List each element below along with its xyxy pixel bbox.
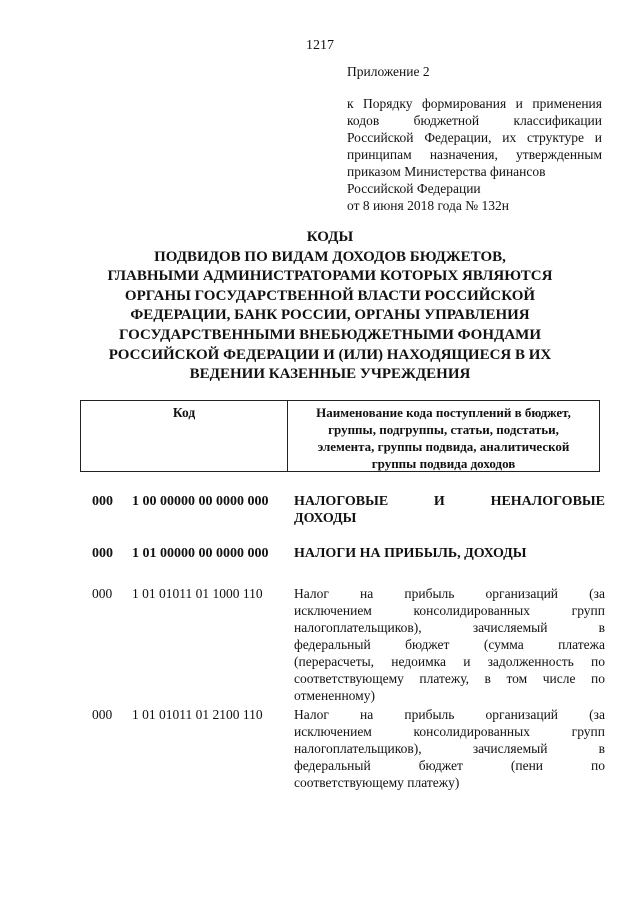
description-line: ДОХОДЫ — [294, 511, 357, 526]
document-heading — [80, 228, 580, 385]
table-header — [80, 400, 600, 472]
appendix-line: Российской Федерации, их структуре и — [347, 130, 602, 145]
appendix-title: Приложение 2 — [347, 64, 430, 79]
appendix-reference — [347, 96, 602, 215]
code-column-header: Код — [81, 401, 288, 471]
description-line: исключением консолидированных групп — [294, 724, 605, 739]
appendix-line: приказом Министерства финансов — [347, 164, 546, 179]
description-line: налогоплательщиков), зачисляемый в — [294, 620, 605, 635]
heading-line: КОДЫ — [306, 229, 354, 245]
admin-code: 000 — [92, 707, 113, 722]
appendix-line: Российской Федерации — [347, 181, 481, 196]
heading-line: ГЛАВНЫМИ АДМИНИСТРАТОРАМИ КОТОРЫХ ЯВЛЯЮТСЯ — [107, 268, 553, 285]
admin-code: 000 — [92, 494, 113, 509]
name-header-line: группы подвида доходов — [371, 456, 516, 471]
name-column-header — [288, 401, 599, 471]
appendix-line: принципам назначения, утвержденным — [347, 147, 602, 162]
code-description — [294, 545, 605, 562]
name-header-line: группы, подгруппы, статьи, подстатьи, — [328, 422, 559, 437]
admin-code: 000 — [92, 546, 113, 561]
heading-line: ГОСУДАРСТВЕННЫМИ ВНЕБЮДЖЕТНЫМИ ФОНДАМИ — [119, 326, 541, 343]
description-line: НАЛОГОВЫЕ И НЕНАЛОГОВЫЕ — [294, 494, 605, 509]
appendix-line: к Порядку формирования и применения — [347, 96, 602, 111]
description-line: федеральный бюджет (пени по — [294, 758, 605, 773]
description-line: федеральный бюджет (сумма платежа — [294, 637, 605, 652]
description-line: налогоплательщиков), зачисляемый в — [294, 741, 605, 756]
description-line: (перерасчеты, недоимка и задолженность по — [294, 654, 605, 669]
name-header-line: элемента, группы подвида, аналитической — [317, 439, 570, 454]
appendix-line: кодов бюджетной классификации — [347, 113, 602, 128]
appendix-line: от 8 июня 2018 года № 132н — [347, 198, 509, 213]
budget-code: 1 01 01011 01 2100 110 — [132, 707, 263, 722]
heading-line: ОРГАНЫ ГОСУДАРСТВЕННОЙ ВЛАСТИ РОССИЙСКОЙ — [124, 287, 536, 304]
description-line: НАЛОГИ НА ПРИБЫЛЬ, ДОХОДЫ — [294, 546, 527, 561]
heading-line: ФЕДЕРАЦИИ, БАНК РОССИИ, ОРГАНЫ УПРАВЛЕНИЯ — [130, 307, 530, 324]
name-header-line: Наименование кода поступлений в бюджет, — [316, 405, 571, 420]
description-line: соответствующему платежу, в том числе по — [294, 671, 605, 686]
description-line: Налог на прибыль организаций (за — [294, 586, 605, 601]
heading-line: ПОДВИДОВ ПО ВИДАМ ДОХОДОВ БЮДЖЕТОВ, — [154, 248, 506, 265]
code-description — [294, 585, 605, 704]
heading-line: ВЕДЕНИИ КАЗЕННЫЕ УЧРЕЖДЕНИЯ — [189, 366, 471, 383]
page-number: 1217 — [306, 38, 334, 53]
heading-line: РОССИЙСКОЙ ФЕДЕРАЦИИ И (ИЛИ) НАХОДЯЩИЕСЯ В ИХ — [108, 346, 552, 363]
admin-code: 000 — [92, 586, 113, 601]
budget-code: 1 00 00000 00 0000 000 — [132, 494, 269, 509]
budget-code: 1 01 00000 00 0000 000 — [132, 546, 269, 561]
budget-code: 1 01 01011 01 1000 110 — [132, 586, 263, 601]
code-description — [294, 493, 605, 527]
description-line: соответствующему платежу) — [294, 775, 460, 790]
description-line: отмененному) — [294, 688, 375, 703]
description-line: Налог на прибыль организаций (за — [294, 707, 605, 722]
description-line: исключением консолидированных групп — [294, 603, 605, 618]
code-description — [294, 706, 605, 791]
